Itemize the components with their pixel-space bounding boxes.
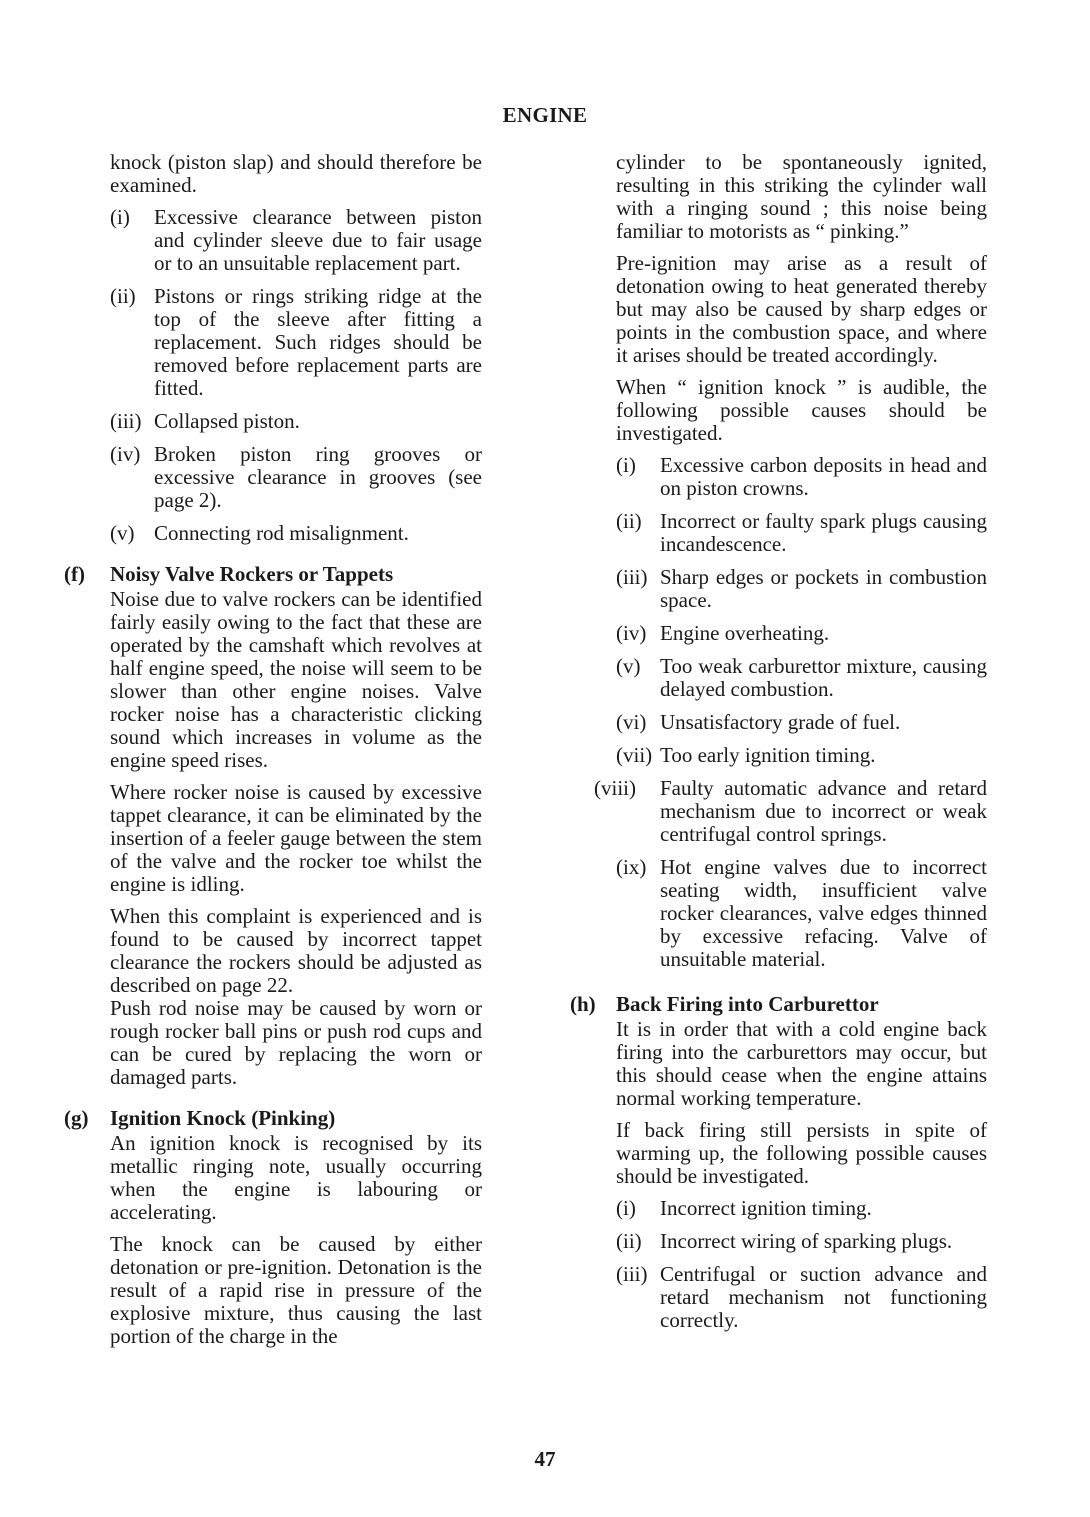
item-text: Sharp edges or pockets in combustion space. bbox=[660, 565, 987, 612]
item-text: Centrifugal or suction advance and retard mechanism not functioning correctly. bbox=[660, 1262, 987, 1332]
list-item bbox=[110, 443, 482, 512]
list-item bbox=[616, 655, 987, 701]
section-f bbox=[64, 562, 482, 1089]
left-column bbox=[64, 150, 482, 1357]
paragraph: An ignition knock is recognised by its metallic ringing note, usually occurring when the engine is labouring or accelerating. bbox=[110, 1131, 482, 1224]
page-number: 47 bbox=[534, 1447, 556, 1471]
section-heading: Ignition Knock (Pinking) bbox=[110, 1106, 336, 1130]
item-number: (iii) bbox=[616, 1262, 648, 1286]
item-number: (ii) bbox=[110, 284, 136, 308]
item-number: (iii) bbox=[110, 409, 142, 433]
list-item bbox=[110, 522, 482, 545]
item-number: (ii) bbox=[616, 1229, 642, 1253]
item-text: Too early ignition timing. bbox=[660, 743, 876, 767]
item-number: (v) bbox=[110, 521, 135, 545]
item-number: (iii) bbox=[616, 565, 648, 589]
paragraph: The knock can be caused by either detonation or pre-ignition. Detonation is the result of a rapid rise in pressure of the explosive mixture, thus causing the last portion of the charge in the bbox=[110, 1232, 482, 1348]
list-item bbox=[616, 744, 987, 767]
list-item bbox=[616, 711, 987, 734]
paragraph: Pre-ignition may arise as a result of detonation owing to heat generated thereby but may also be caused by sharp edges or points in the combustion space, and where it arises should be treated accordingly. bbox=[616, 251, 987, 367]
paragraph: When “ ignition knock ” is audible, the following possible causes should be investigated. bbox=[616, 375, 987, 445]
paragraph: It is in order that with a cold engine back firing into the carburettors may occur, but this should cease when the engine attains normal working temperature. bbox=[616, 1017, 987, 1110]
list-item bbox=[594, 776, 987, 846]
item-text: Incorrect wiring of sparking plugs. bbox=[660, 1229, 953, 1253]
section-heading: Noisy Valve Rockers or Tappets bbox=[110, 562, 394, 586]
paragraph: If back firing still persists in spite of warming up, the following possible causes should be investigated. bbox=[616, 1118, 987, 1188]
section-h bbox=[570, 992, 987, 1332]
item-text: Excessive carbon deposits in head and on piston crowns. bbox=[660, 453, 987, 500]
section-heading: Back Firing into Carburettor bbox=[616, 992, 879, 1016]
section-letter: (h) bbox=[570, 992, 596, 1016]
paragraph: Push rod noise may be caused by worn or rough rocker ball pins or push rod cups and can be cured by replacing the worn or damaged parts. bbox=[110, 996, 482, 1089]
item-text: Too weak carburettor mixture, causing delayed combustion. bbox=[660, 654, 987, 701]
right-column bbox=[570, 150, 987, 1342]
list-item bbox=[616, 1263, 987, 1332]
item-text: Connecting rod misalignment. bbox=[154, 521, 409, 545]
section-letter: (g) bbox=[64, 1106, 89, 1130]
list-item bbox=[616, 510, 987, 556]
list-item bbox=[616, 1197, 987, 1220]
item-number: (iv) bbox=[616, 621, 647, 645]
paragraph: When this complaint is experienced and is found to be caused by incorrect tappet clearance the rockers should be adjusted as described on page 22. bbox=[110, 904, 482, 997]
item-text: Excessive clearance between piston and cylinder sleeve due to fair usage or to an unsuitable replacement part. bbox=[154, 205, 482, 275]
item-text: Incorrect ignition timing. bbox=[660, 1196, 872, 1220]
item-text: Engine overheating. bbox=[660, 621, 830, 645]
list-item bbox=[616, 856, 987, 971]
item-number: (i) bbox=[616, 1196, 636, 1220]
list-item bbox=[616, 1230, 987, 1253]
item-number: (ix) bbox=[616, 855, 647, 879]
item-number: (i) bbox=[616, 453, 636, 477]
paragraph: cylinder to be spontaneously ignited, resulting in this striking the cylinder wall with a ringing sound ; this noise being familiar to motorists as “ pinking.” bbox=[616, 150, 987, 243]
item-number: (iv) bbox=[110, 442, 141, 466]
list-item bbox=[110, 206, 482, 275]
list-item bbox=[616, 454, 987, 500]
paragraph: Where rocker noise is caused by excessive tappet clearance, it can be eliminated by the insertion of a feeler gauge between the stem of the valve and the rocker toe whilst the engine is idling. bbox=[110, 780, 482, 896]
list-item bbox=[616, 566, 987, 612]
item-number: (ii) bbox=[616, 509, 642, 533]
list-item bbox=[110, 410, 482, 433]
item-number: (v) bbox=[616, 654, 641, 678]
list-item bbox=[616, 622, 987, 645]
item-number: (i) bbox=[110, 205, 130, 229]
item-text: Broken piston ring grooves or excessive clearance in grooves (see page 2). bbox=[154, 442, 482, 512]
section-letter: (f) bbox=[64, 562, 85, 586]
intro-paragraph: knock (piston slap) and should therefore be examined. bbox=[110, 150, 482, 197]
item-text: Faulty automatic advance and retard mechanism due to incorrect or weak centrifugal control springs. bbox=[660, 776, 987, 846]
item-text: Collapsed piston. bbox=[154, 409, 300, 433]
section-g bbox=[64, 1106, 482, 1348]
item-text: Pistons or rings striking ridge at the top of the sleeve after fitting a replacement. Such ridges should be removed before replacement parts are fitted. bbox=[154, 284, 482, 400]
page-title: ENGINE bbox=[502, 103, 588, 127]
item-number: (vi) bbox=[616, 710, 647, 734]
item-text: Unsatisfactory grade of fuel. bbox=[660, 710, 901, 734]
item-number: (viii) bbox=[594, 776, 636, 800]
item-text: Incorrect or faulty spark plugs causing incandescence. bbox=[660, 509, 987, 556]
paragraph: Noise due to valve rockers can be identified fairly easily owing to the fact that these are operated by the camshaft which revolves at half engine speed, the noise will seem to be slower than other engine noises. Valve rocker noise has a characteristic clicking sound which increases in volume as the engine speed rises. bbox=[110, 587, 482, 772]
list-item bbox=[110, 285, 482, 400]
item-number: (vii) bbox=[616, 743, 653, 767]
item-text: Hot engine valves due to incorrect seating width, insufficient valve rocker clearances, valve edges thinned by excessive refacing. Valve of unsuitable material. bbox=[660, 855, 987, 971]
